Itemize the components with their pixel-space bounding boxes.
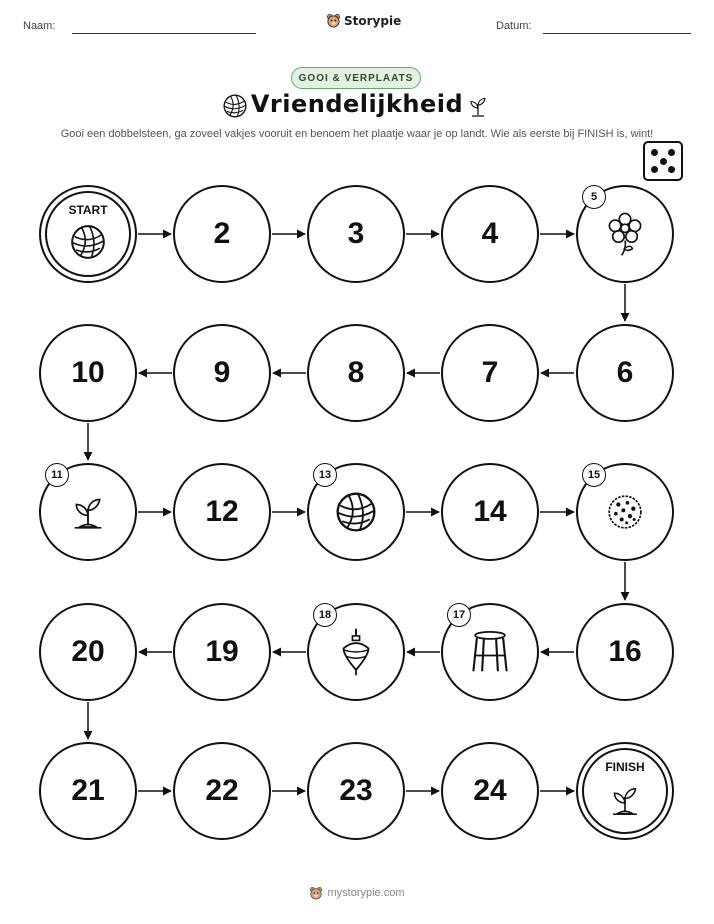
yarn-ball-icon: [334, 490, 378, 534]
cell-number: 6: [616, 356, 634, 389]
cell-number: 14: [473, 495, 507, 528]
board-cell-6: [576, 324, 674, 422]
board-cell-17: [441, 603, 539, 701]
stool-icon: [469, 629, 511, 675]
board-cell-20: [39, 603, 137, 701]
instructions: Gooi een dobbelsteen, ga zoveel vakjes vooruit en benoem het plaatje waar je op landt. Wie als eerste bij FINISH is, wint!: [60, 128, 654, 140]
flower-icon: [605, 211, 645, 257]
cell-number: 12: [205, 495, 239, 528]
footer-url[interactable]: mystorypie.com: [327, 887, 405, 899]
cell-number: 8: [347, 356, 365, 389]
yarn-ball-icon: [69, 223, 107, 261]
cell-number: 10: [71, 356, 105, 389]
board-cell-24: [441, 742, 539, 840]
board-cell-9: [173, 324, 271, 422]
cell-number: 2: [213, 217, 231, 250]
board-cell-11: [39, 463, 137, 561]
board-cell-22: [173, 742, 271, 840]
cell-number-badge: 13: [313, 463, 337, 487]
cell-number-badge: 15: [582, 463, 606, 487]
cell-number-badge: 5: [582, 185, 606, 209]
board-cell-16: [576, 603, 674, 701]
date-label: Datum:: [496, 20, 532, 32]
cell-number-badge: 17: [447, 603, 471, 627]
finish-label: FINISH: [605, 760, 645, 774]
cell-number: 20: [71, 635, 105, 668]
cell-number: 22: [205, 774, 239, 807]
spinning-top-icon: [338, 627, 374, 677]
board-cell-19: [173, 603, 271, 701]
board-cell-21: [39, 742, 137, 840]
board-cell-5: [576, 185, 674, 283]
cookie-icon: [605, 492, 645, 532]
footer: [0, 886, 714, 900]
logo-text: Storypie: [344, 13, 402, 28]
board-cell-3: [307, 185, 405, 283]
board-cell-18: [307, 603, 405, 701]
cell-number: 19: [205, 635, 239, 668]
cell-number: 24: [473, 774, 507, 807]
cell-number: 7: [481, 356, 499, 389]
cell-number: 16: [608, 635, 642, 668]
cell-number: 3: [347, 217, 365, 250]
board-cell-13: [307, 463, 405, 561]
game-type-badge: GOOI & VERPLAATS: [291, 67, 421, 89]
bear-icon: [309, 886, 323, 900]
board-cell-12: [173, 463, 271, 561]
board-cell-15: [576, 463, 674, 561]
board-cell-8: [307, 324, 405, 422]
cell-number: 9: [213, 356, 231, 389]
cell-number-badge: 18: [313, 603, 337, 627]
cell-number: 4: [481, 217, 499, 250]
board-cell-10: [39, 324, 137, 422]
start-label: START: [68, 203, 108, 217]
name-label: Naam:: [23, 20, 56, 32]
cell-number: 21: [71, 774, 105, 807]
board-cell-23: [307, 742, 405, 840]
board-cell-start: [39, 185, 137, 283]
board-cell-finish: [576, 742, 674, 840]
board-cell-7: [441, 324, 539, 422]
board-cell-2: [173, 185, 271, 283]
board-cell-14: [441, 463, 539, 561]
sprout-icon: [68, 491, 108, 533]
sprout-icon: [607, 780, 643, 820]
page-title: Vriendelijkheid: [250, 90, 464, 118]
cell-number-badge: 11: [45, 463, 69, 487]
cell-number: 23: [339, 774, 373, 807]
board-cell-4: [441, 185, 539, 283]
